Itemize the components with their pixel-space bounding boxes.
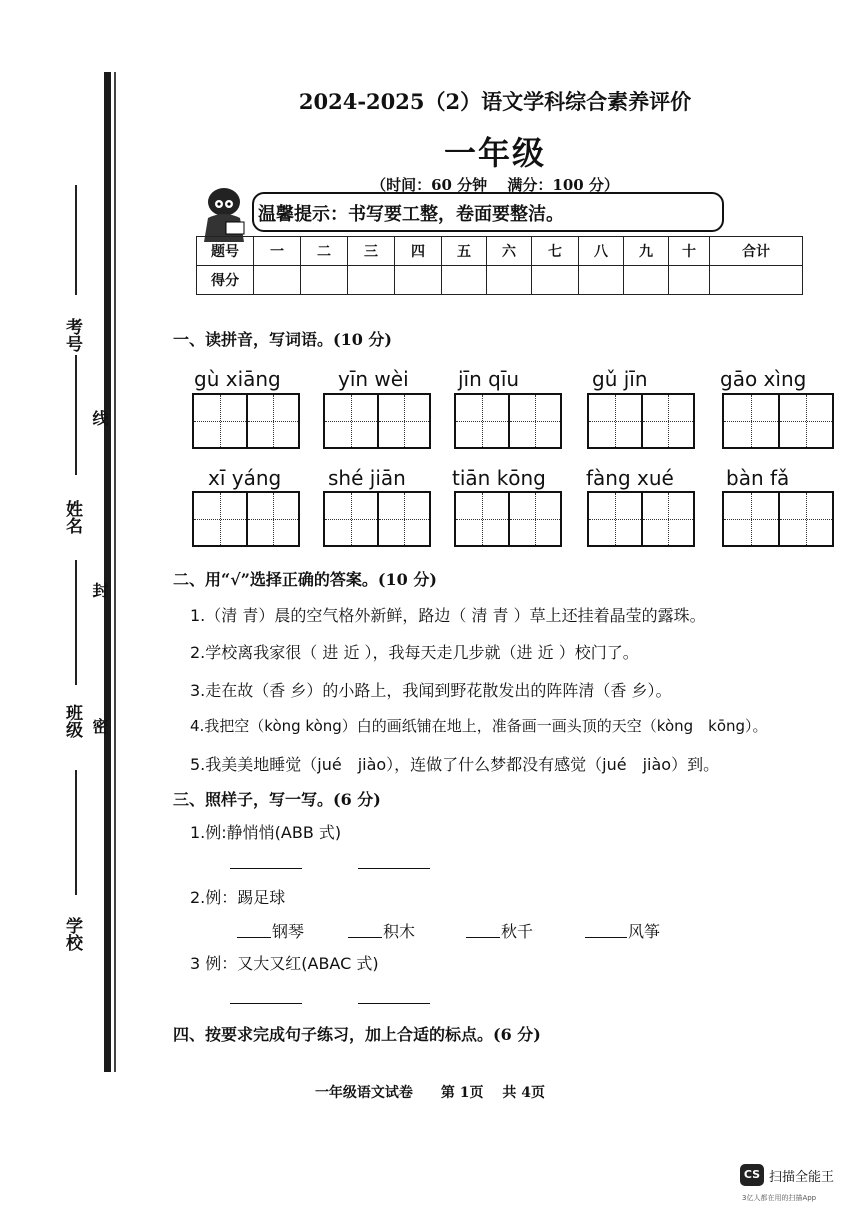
score-row-label: 得分: [197, 266, 254, 295]
writing-grid[interactable]: [722, 491, 834, 547]
score-col: 三: [348, 237, 395, 266]
side-blank-class: [75, 560, 77, 685]
score-cell[interactable]: [254, 266, 301, 295]
side-label-school: 学校: [62, 917, 82, 951]
score-col: 七: [532, 237, 579, 266]
score-col: 一: [254, 237, 301, 266]
example-1: 1.例:静悄悄(ABB 式): [190, 823, 342, 842]
camscanner-name: 扫描全能王: [769, 1170, 835, 1185]
example-2-word: 积木: [383, 922, 416, 941]
score-col-total: 合计: [710, 237, 803, 266]
question-item[interactable]: 1.（清 青）晨的空气格外新鲜，路边（ 清 青 ）草上还挂着晶莹的露珠。: [190, 606, 706, 625]
section3-title: 三、照样子，写一写。(6 分): [173, 790, 381, 809]
writing-grid[interactable]: [587, 393, 695, 449]
score-table: [196, 236, 803, 295]
pinyin: jīn qīu: [458, 367, 520, 391]
question-item[interactable]: 3.走在故（香 乡）的小路上，我闻到野花散发出的阵阵清（香 乡）。: [190, 681, 672, 700]
score-col: 十: [669, 237, 710, 266]
writing-grid[interactable]: [192, 491, 300, 547]
score-col: 八: [579, 237, 624, 266]
example-2: 2.例：踢足球: [190, 888, 286, 907]
score-row-label: 题号: [197, 237, 254, 266]
pinyin: yīn wèi: [338, 367, 409, 391]
pinyin: gǔ jīn: [592, 367, 648, 391]
example-2-word: 风筝: [628, 922, 661, 941]
writing-grid[interactable]: [587, 491, 695, 547]
answer-blank[interactable]: [237, 937, 271, 938]
side-blank-name: [75, 355, 77, 475]
answer-blank[interactable]: [585, 937, 627, 938]
camscanner-tagline: 3亿人都在用的扫描App: [742, 1194, 817, 1202]
question-item[interactable]: 4.我把空（kòng kòng）白的画纸铺在地上，准备画一画头顶的天空（kòng kōng）。: [190, 717, 768, 735]
side-label-class: 班级: [62, 704, 82, 738]
score-cell[interactable]: [487, 266, 532, 295]
pinyin: bàn fǎ: [726, 466, 790, 490]
score-cell[interactable]: [579, 266, 624, 295]
score-col: 二: [301, 237, 348, 266]
score-cell[interactable]: [669, 266, 710, 295]
binding-line-inner: [114, 72, 116, 1072]
score-cell[interactable]: [624, 266, 669, 295]
writing-grid[interactable]: [323, 393, 431, 449]
score-table-row-header: [197, 237, 803, 266]
question-item[interactable]: 2.学校离我家很（ 进 近 ），我每天走几步就（进 近 ）校门了。: [190, 643, 639, 662]
side-blank-exam-no: [75, 185, 77, 295]
seal-char-xian: 线: [90, 410, 109, 426]
writing-grid[interactable]: [722, 393, 834, 449]
score-cell[interactable]: [301, 266, 348, 295]
score-col: 九: [624, 237, 669, 266]
score-cell[interactable]: [532, 266, 579, 295]
side-label-exam-no: 考号: [62, 318, 82, 352]
writing-grid[interactable]: [192, 393, 300, 449]
answer-blank[interactable]: [230, 1003, 302, 1004]
score-col: 四: [395, 237, 442, 266]
example-3: 3 例：又大又红(ABAC 式): [190, 954, 379, 973]
exam-info: （时间：60 分钟 满分：100 分）: [371, 176, 619, 194]
score-cell[interactable]: [395, 266, 442, 295]
pinyin: fàng xué: [586, 466, 674, 490]
answer-blank[interactable]: [358, 1003, 430, 1004]
score-cell[interactable]: [710, 266, 803, 295]
pinyin: tiān kōng: [452, 466, 546, 490]
score-table-row-score: [197, 266, 803, 295]
question-item[interactable]: 5.我美美地睡觉（jué jiào），连做了什么梦都没有感觉（jué jiào）到。: [190, 755, 720, 774]
section2-title: 二、用“√”选择正确的答案。(10 分): [173, 570, 437, 589]
page-footer: 一年级语文试卷 第 1页 共 4页: [314, 1085, 546, 1101]
score-col: 五: [442, 237, 487, 266]
side-label-name: 姓名: [62, 500, 82, 534]
pinyin: gāo xìng: [720, 367, 807, 391]
example-2-word: 钢琴: [272, 922, 305, 941]
score-cell[interactable]: [442, 266, 487, 295]
section1-title: 一、读拼音，写词语。(10 分): [173, 330, 392, 349]
example-2-word: 秋千: [501, 922, 534, 941]
writing-grid[interactable]: [323, 491, 431, 547]
answer-blank[interactable]: [358, 868, 430, 869]
camscanner-logo-icon: CS: [740, 1164, 764, 1186]
seal-char-feng: 封: [90, 582, 109, 598]
section4-title: 四、按要求完成句子练习，加上合适的标点。(6 分): [173, 1025, 541, 1044]
seal-char-mi: 密: [90, 718, 109, 734]
cartoon-student-icon: [198, 184, 250, 244]
writing-grid[interactable]: [454, 491, 562, 547]
binding-line: [104, 72, 111, 1072]
answer-blank[interactable]: [466, 937, 500, 938]
grade-title: 一年级: [443, 134, 546, 172]
writing-grid[interactable]: [454, 393, 562, 449]
side-blank-school: [75, 770, 77, 895]
pinyin: gù xiāng: [194, 367, 281, 391]
exam-title: 2024-2025（2）语文学科综合素养评价: [298, 89, 692, 114]
pinyin: xī yáng: [208, 466, 282, 490]
pinyin: shé jiān: [328, 466, 406, 490]
answer-blank[interactable]: [230, 868, 302, 869]
answer-blank[interactable]: [348, 937, 382, 938]
tip-text: 温馨提示：书写要工整，卷面要整洁。: [258, 204, 564, 225]
score-col: 六: [487, 237, 532, 266]
score-cell[interactable]: [348, 266, 395, 295]
